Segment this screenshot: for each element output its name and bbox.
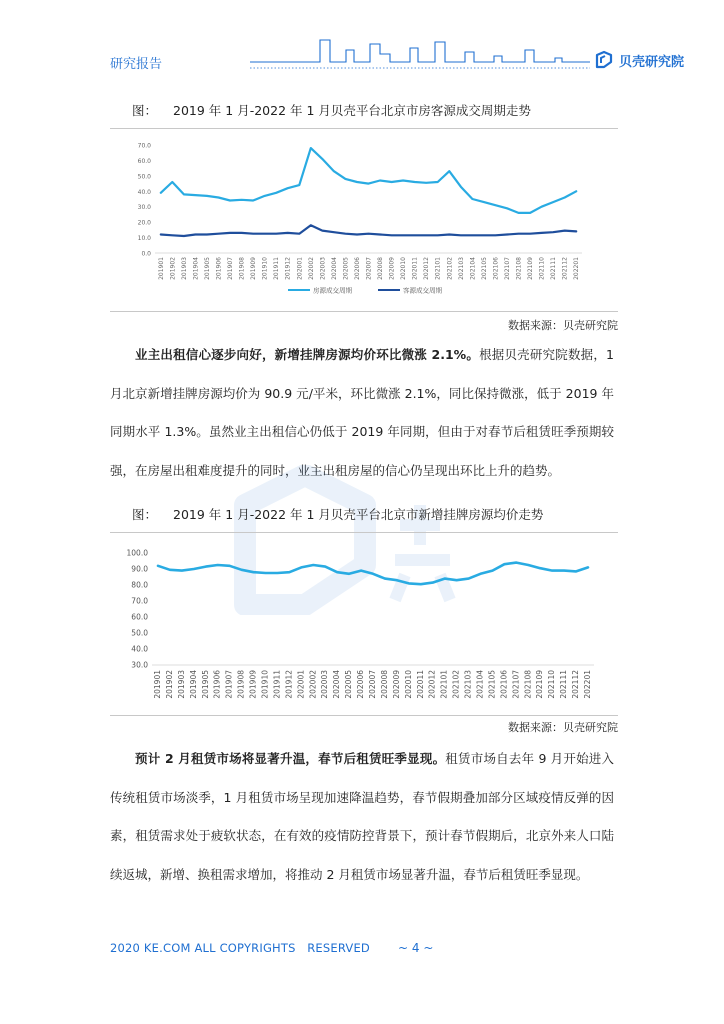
x-tick-label: 202008 (377, 257, 385, 280)
y-tick-label: 60.0 (137, 157, 151, 165)
x-tick-label: 202102 (451, 670, 461, 699)
x-tick-label: 202006 (353, 257, 361, 280)
x-tick-label: 201902 (169, 257, 177, 280)
x-tick-label: 202110 (538, 257, 546, 280)
x-tick-label: 202001 (296, 257, 304, 280)
brand-logo (594, 50, 684, 70)
x-tick-label: 202201 (583, 670, 593, 699)
figure2-label: 图： (132, 507, 158, 522)
figure2-title: 2019 年 1 月-2022 年 1 月贝壳平台北京市新增挂牌房源均价走势 (173, 507, 544, 522)
x-tick-label: 202007 (365, 257, 373, 280)
x-tick-label: 202007 (368, 670, 377, 699)
x-tick-label: 201910 (261, 257, 269, 280)
legend-label-0: 房源成交周期 (313, 286, 352, 295)
x-tick-label: 202111 (559, 670, 569, 699)
footer-copyright: 2020 KE.COM ALL COPYRIGHTS RESERVED (110, 941, 370, 955)
x-tick-label: 202112 (561, 257, 569, 280)
x-tick-label: 202108 (523, 670, 533, 699)
x-tick-label: 202002 (308, 670, 318, 699)
x-tick-label: 202003 (320, 670, 330, 699)
x-tick-label: 201904 (192, 257, 200, 280)
y-tick-label: 30.0 (131, 660, 148, 670)
figure1-label: 图： (132, 103, 158, 118)
figure1-source: 数据来源：贝壳研究院 (508, 319, 618, 332)
figure2-chart-frame (110, 532, 618, 716)
x-tick-label: 201909 (250, 257, 258, 280)
series-line-0 (161, 148, 576, 213)
x-tick-label: 201911 (273, 257, 281, 280)
x-tick-label: 202107 (503, 257, 511, 280)
x-tick-label: 202012 (423, 257, 431, 280)
x-tick-label: 202104 (475, 670, 485, 699)
figure2-source: 数据来源：贝壳研究院 (508, 721, 618, 734)
y-tick-label: 40.0 (131, 644, 148, 654)
y-tick-label: 100.0 (126, 548, 148, 558)
paragraph1-body: 根据贝壳研究院数据，1 月北京新增挂牌房源均价为 90.9 元/平米，环比微涨 2.1%，同比保持微涨，低于 2019 年同期水平 1.3%。虽然业主出租信心仍低于 2019 年同期，但由于对春节后租赁旺季预期较强，在房屋出租难度提升的同时，业主出租房屋的信心仍呈现出环比上升的趋势。 (110, 347, 614, 478)
x-tick-label: 202105 (480, 257, 488, 280)
y-tick-label: 50.0 (131, 628, 148, 638)
y-tick-label: 50.0 (137, 173, 151, 181)
legend-label-1: 客源成交周期 (403, 286, 442, 295)
x-tick-label: 201903 (180, 257, 188, 280)
x-tick-label: 201906 (212, 670, 222, 699)
x-tick-label: 202106 (499, 670, 509, 699)
x-tick-label: 202011 (415, 670, 425, 699)
x-tick-label: 202012 (427, 670, 437, 699)
series-line-1 (161, 225, 576, 236)
y-tick-label: 90.0 (131, 564, 148, 574)
x-tick-label: 201901 (152, 670, 162, 699)
paragraph1-lead: 业主出租信心逐步向好，新增挂牌房源均价环比微涨 2.1%。 (135, 347, 480, 362)
x-tick-label: 202103 (457, 257, 465, 280)
x-tick-label: 202109 (527, 257, 535, 280)
x-tick-label: 201911 (272, 670, 282, 699)
logo-text: 贝壳研究院 (619, 54, 685, 70)
y-tick-label: 40.0 (137, 188, 151, 196)
x-tick-label: 202104 (469, 257, 477, 280)
y-tick-label: 20.0 (137, 219, 151, 227)
y-tick-label: 70.0 (131, 596, 148, 606)
y-tick-label: 30.0 (137, 204, 151, 212)
x-tick-label: 202005 (342, 257, 350, 280)
x-tick-label: 201907 (224, 670, 234, 699)
y-tick-label: 70.0 (137, 142, 151, 150)
page-header (0, 0, 724, 90)
x-tick-label: 202108 (515, 257, 523, 280)
x-tick-label: 201906 (215, 257, 223, 280)
x-tick-label: 202102 (446, 257, 454, 280)
x-tick-label: 202103 (463, 670, 473, 699)
x-tick-label: 202005 (344, 670, 354, 699)
x-tick-label: 201908 (238, 257, 246, 280)
x-tick-label: 201904 (188, 670, 198, 699)
figure1-chart (110, 129, 618, 313)
x-tick-label: 202008 (379, 670, 389, 699)
logo-icon (594, 50, 614, 70)
x-tick-label: 202105 (487, 670, 497, 699)
figure1-chart-frame (110, 128, 618, 312)
x-tick-label: 202101 (439, 670, 449, 699)
x-tick-label: 201903 (176, 670, 186, 699)
x-tick-label: 202003 (319, 257, 327, 280)
y-tick-label: 0.0 (141, 250, 151, 258)
x-tick-label: 202010 (400, 257, 408, 280)
x-tick-label: 202004 (332, 670, 342, 699)
figure1-caption (132, 101, 531, 119)
x-tick-label: 201912 (284, 257, 292, 280)
paragraph2 (110, 740, 614, 894)
page-number: ~ 4 ~ (398, 941, 434, 955)
x-tick-label: 202111 (550, 257, 558, 280)
figure2-caption (132, 505, 543, 523)
figure2-chart (110, 533, 618, 717)
x-tick-label: 202112 (571, 670, 581, 699)
x-tick-label: 202010 (403, 670, 413, 699)
x-tick-label: 201902 (164, 670, 174, 699)
paragraph2-lead: 预计 2 月租赁市场将显著升温，春节后租赁旺季显现。 (135, 751, 446, 766)
y-tick-label: 80.0 (131, 580, 148, 590)
x-tick-label: 201909 (248, 670, 258, 699)
x-tick-label: 202107 (511, 670, 521, 699)
x-tick-label: 201910 (260, 670, 270, 699)
x-tick-label: 202109 (535, 670, 545, 699)
x-tick-label: 201907 (227, 257, 235, 280)
paragraph2-body: 租赁市场自去年 9 月开始进入传统租赁市场淡季，1 月租赁市场呈现加速降温趋势，春节假期叠加部分区域疫情反弹的因素，租赁需求处于疲软状态，在有效的疫情防控背景下，预计春节假期后，北京外来人口陆续返城，新增、换租需求增加，将推动 2 月租赁市场显著升温，春节后租赁旺季显现。 (110, 751, 614, 882)
x-tick-label: 202009 (388, 257, 396, 280)
x-tick-label: 202106 (492, 257, 500, 280)
report-label: 研究报告 (110, 57, 163, 72)
y-tick-label: 10.0 (137, 235, 151, 243)
x-tick-label: 201901 (157, 257, 165, 280)
skyline-decoration (250, 34, 590, 74)
x-tick-label: 202006 (356, 670, 366, 699)
x-tick-label: 202110 (547, 670, 557, 699)
x-tick-label: 202009 (391, 670, 401, 699)
y-tick-label: 60.0 (131, 612, 148, 622)
x-tick-label: 202101 (434, 257, 442, 280)
x-tick-label: 201912 (284, 670, 294, 699)
x-tick-label: 202004 (330, 257, 338, 280)
x-tick-label: 201905 (203, 257, 211, 280)
x-tick-label: 202001 (296, 670, 306, 699)
x-tick-label: 201908 (236, 670, 246, 699)
x-tick-label: 202201 (573, 257, 581, 280)
x-tick-label: 201905 (200, 670, 210, 699)
figure1-title: 2019 年 1 月-2022 年 1 月贝壳平台北京市房客源成交周期走势 (173, 103, 531, 118)
x-tick-label: 202002 (307, 257, 315, 280)
x-tick-label: 202011 (411, 257, 419, 280)
series-line-0 (158, 563, 588, 585)
